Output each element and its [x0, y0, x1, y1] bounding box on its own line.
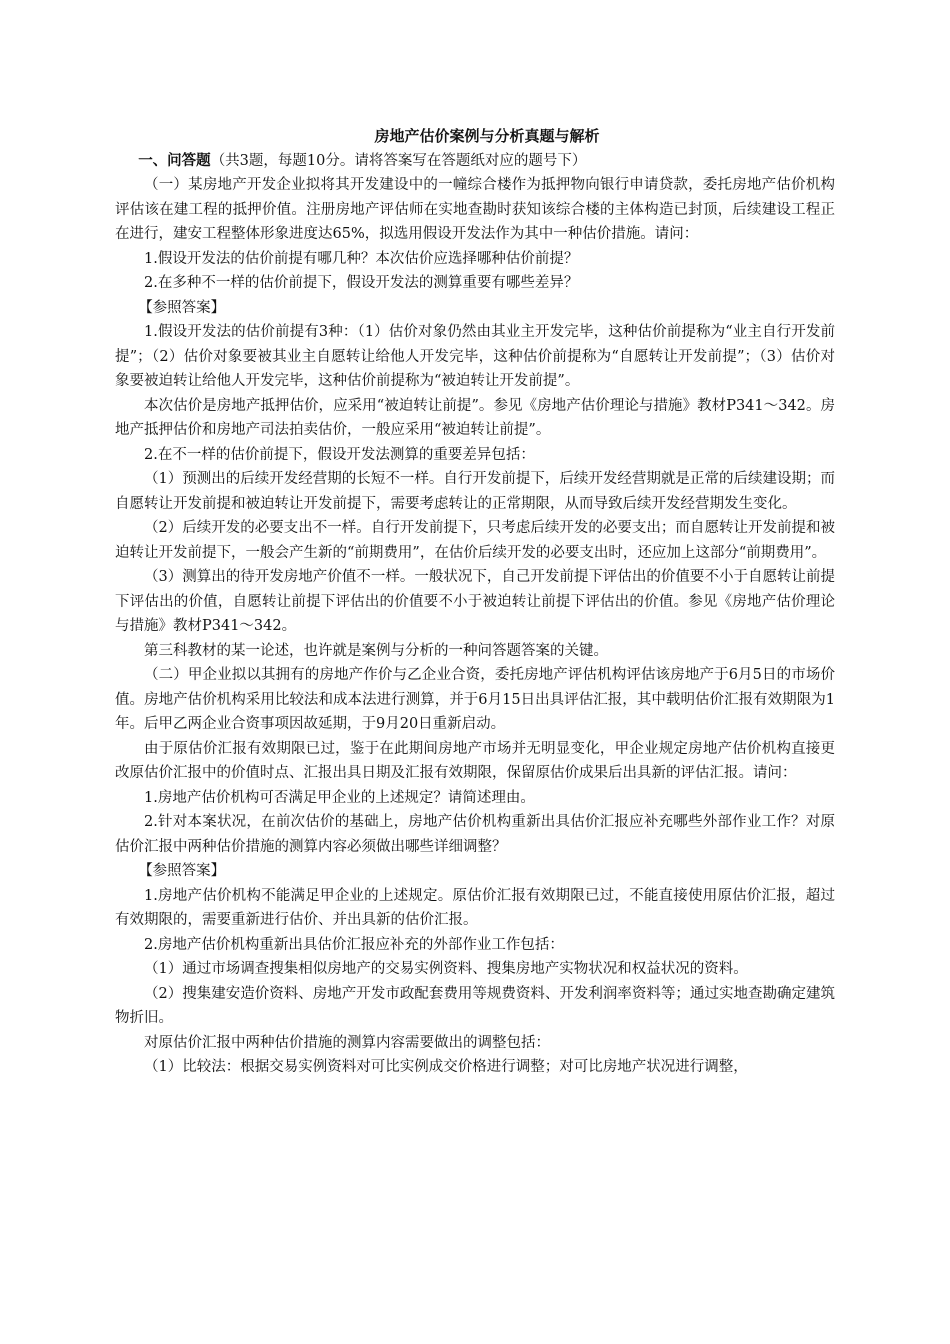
paragraph: 由于原估价汇报有效期限已过，鉴于在此期间房地产市场并无明显变化，甲企业规定房地产估价机构直接更改原估价汇报中的价值时点、汇报出具日期及汇报有效期限，保留原估价成果后出具新的评估汇报。请问： — [115, 740, 835, 781]
paragraph: 1.房地产估价机构可否满足甲企业的上述规定？请简述理由。 — [144, 789, 535, 806]
paragraph: （一）某房地产开发企业拟将其开发建设中的一幢综合楼作为抵押物向银行申请贷款，委托房地产估价机构评估该在建工程的抵押价值。注册房地产评估师在实地查勘时获知该综合楼的主体构造已封顶，后续建设工程正在进行，建安工程整体形象进度达65%，拟选用假设开发法作为其中一种估价措施。请问： — [115, 177, 835, 242]
answer-heading: 【参照答案】 — [138, 299, 226, 316]
paragraph: （1）预测出的后续开发经营期的长短不一样。自行开发前提下，后续开发经营期就是正常的后续建设期；而自愿转让开发前提和被迫转让开发前提下，需要考虑转让的正常期限，从而导致后续开发经营期发生变化。 — [115, 471, 835, 512]
paragraph: （2）后续开发的必要支出不一样。自行开发前提下，只考虑后续开发的必要支出；而自愿转让开发前提和被迫转让开发前提下，一般会产生新的“前期费用”，在估价后续开发的必要支出时，还应加上这部分“前期费用”。 — [115, 520, 835, 561]
paragraph: （1）比较法：根据交易实例资料对可比实例成交价格进行调整；对可比房地产状况进行调整， — [144, 1059, 748, 1075]
paragraph: 1.假设开发法的估价前提有3种：（1）估价对象仍然由其业主开发完毕，这种估价前提称为“业主自行开发前提”；（2）估价对象要被其业主自愿转让给他人开发完毕，这种估价前提称为“自愿转让开发前提”；（3）估价对象要被迫转让给他人开发完毕，这种估价前提称为“被迫转让开发前提”。 — [115, 324, 835, 389]
paragraph: 1.假设开发法的估价前提有哪几种？本次估价应选择哪种估价前提？ — [144, 250, 579, 267]
section-heading-note: （共3题，每题10分。请将答案写在答题纸对应的题号下） — [210, 152, 587, 169]
paragraph: （3）测算出的待开发房地产价值不一样。一般状况下，自己开发前提下评估出的价值要不小于自愿转让前提下评估出的价值，自愿转让前提下评估出的价值要不小于被迫转让前提下评估出的价值。参见《房地产估价理论与措施》教材P341～342。 — [115, 569, 835, 634]
paragraph: 本次估价是房地产抵押估价，应采用“被迫转让前提”。参见《房地产估价理论与措施》教材P341～342。房地产抵押估价和房地产司法拍卖估价，一般应采用“被迫转让前提”。 — [115, 397, 835, 438]
section-heading — [115, 149, 835, 174]
paragraph: （二）甲企业拟以其拥有的房地产作价与乙企业合资，委托房地产评估机构评估该房地产于6月5日的市场价值。房地产估价机构采用比较法和成本法进行测算，并于6月15日出具评估汇报，其中载明估价汇报有效期限为1年。后甲乙两企业合资事项因故延期，于9月20日重新启动。 — [115, 667, 835, 732]
document-title: 房地产估价案例与分析真题与解析 — [374, 127, 600, 145]
paragraph: 2.房地产估价机构重新出具估价汇报应补充的外部作业工作包括： — [144, 936, 564, 953]
paragraph: 2.针对本案状况，在前次估价的基础上，房地产估价机构重新出具估价汇报应补充哪些外部作业工作？对原估价汇报中两种估价措施的测算内容必须做出哪些详细调整？ — [115, 814, 835, 855]
paragraph: 2.在多种不一样的估价前提下，假设开发法的测算重要有哪些差异？ — [144, 275, 579, 291]
paragraph: 对原估价汇报中两种估价措施的测算内容需要做出的调整包括： — [144, 1034, 550, 1051]
answer-heading: 【参照答案】 — [138, 863, 226, 879]
paragraph: （1）通过市场调查搜集相似房地产的交易实例资料、搜集房地产实物状况和权益状况的资料。 — [144, 961, 748, 977]
paragraph: 第三科教材的某一论述，也许就是案例与分析的一种问答题答案的关键。 — [144, 642, 608, 659]
paragraph: 2.在不一样的估价前提下，假设开发法测算的重要差异包括： — [144, 446, 535, 463]
document-body — [115, 124, 835, 1080]
paragraph: 1.房地产估价机构不能满足甲企业的上述规定。原估价汇报有效期限已过，不能直接使用原估价汇报，超过有效期限的，需要重新进行估价、并出具新的估价汇报。 — [115, 887, 835, 928]
section-heading-label: 一、问答题 — [138, 151, 211, 169]
paragraph: （2）搜集建安造价资料、房地产开发市政配套费用等规费资料、开发利润率资料等；通过实地查勘确定建筑物折旧。 — [115, 985, 835, 1026]
